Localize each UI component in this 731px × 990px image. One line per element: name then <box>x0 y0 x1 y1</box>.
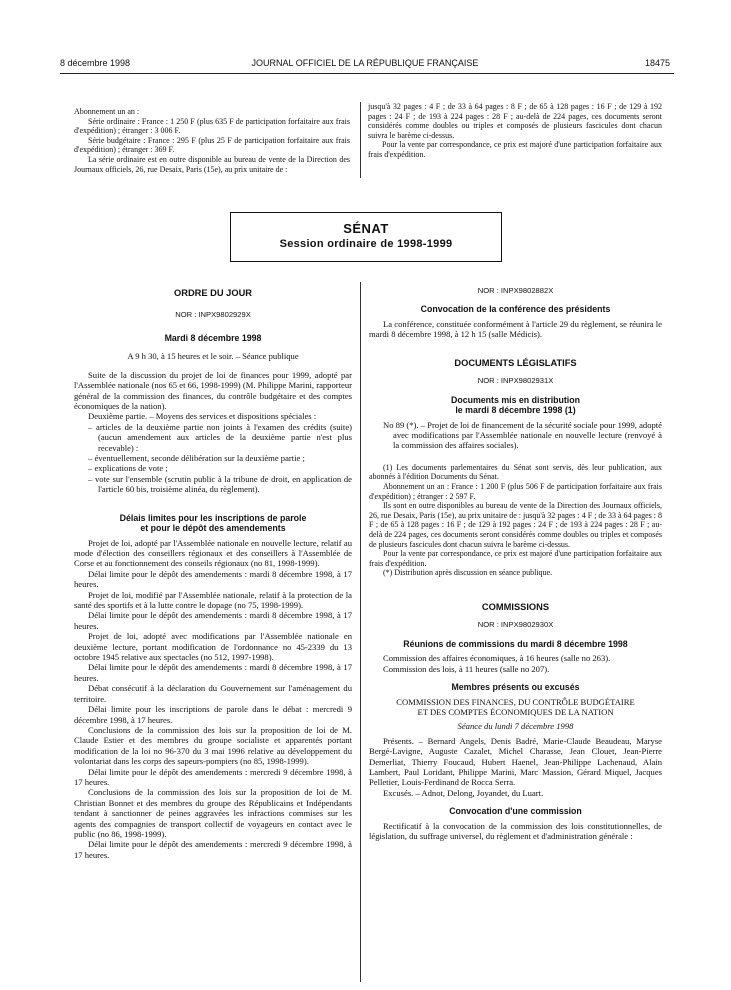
subsection-title: et pour le dépôt des amendements <box>140 523 286 534</box>
text-block: Projet de loi, adopté avec modifications par l'Assemblée nationale en deuxième lecture, portant modification de l'ordonnance no 45-2339 du 13 octobre 1945 relative aux spectacles (no 512, 1997-1998). <box>74 631 352 663</box>
right-column <box>369 286 662 841</box>
text-block: Deuxième partie. – Moyens des services et dispositions spéciales : <box>88 411 317 422</box>
banner-subtitle: Session ordinaire de 1998-1999 <box>279 238 453 250</box>
text-block: Commission des affaires économiques, à 16 heures (salle no 263). <box>383 653 611 664</box>
text-block: Délai limite pour le dépôt des amendements : mardi 8 décembre 1998, à 17 heures. <box>74 568 352 590</box>
list-item: – éventuellement, seconde délibération sur la deuxième partie ; <box>88 452 305 463</box>
text-block: La conférence, constituée conformément à l'article 29 du règlement, se réunira le mardi 8 décembre 1998, à 12 h 15 (salle Médicis). <box>369 318 662 340</box>
left-column <box>74 288 352 860</box>
header-date: 8 décembre 1998 <box>60 58 131 68</box>
subsection-title: Réunions de commissions du mardi 8 décembre 1998 <box>403 638 628 649</box>
header-rule <box>60 73 674 74</box>
text-block: Pour la vente par correspondance, ce prix est majoré d'une participation forfaitaire aux frais d'expédition. <box>368 140 662 159</box>
text-block: Excusés. – Adnot, Delong, Joyandet, du Luart. <box>383 787 544 798</box>
header-page-number: 18475 <box>644 58 670 68</box>
text-block: Délai limite pour le dépôt des amendements : mardi 8 décembre 1998, à 17 heures. <box>74 662 352 683</box>
footnote: (*) Distribution après discussion en séance publique. <box>383 568 553 578</box>
top-left-column <box>74 107 350 174</box>
sitting-date: Mardi 8 décembre 1998 <box>164 332 262 343</box>
list-item: – vote sur l'ensemble (scrutin public à la tribune de droit, en application de l'article 60 bis, troisième alinéa, du règlement). <box>88 473 352 495</box>
text-block: Débat consécutif à la déclaration du Gouvernement sur l'aménagement du territoire. <box>74 683 352 704</box>
nor-reference: NOR : INPX9802929X <box>175 310 251 320</box>
section-heading: DOCUMENTS LÉGISLATIFS <box>454 357 577 368</box>
text-block: Projet de loi, adopté par l'Assemblée nationale en nouvelle lecture, relatif au mode d'élection des conseillers régionaux et des conseillers à l'Assemblée de Corse et au fonctionnement des conseils régionaux (no 81, 1998-1999). <box>74 537 352 569</box>
text-block: Délai limite pour le dépôt des amendements : mercredi 9 décembre 1998, à 17 heures. <box>74 839 352 860</box>
commission-name: COMMISSION DES FINANCES, DU CONTRÔLE BUDGÉTAIRE <box>396 696 635 707</box>
commission-name: ET DES COMPTES ÉCONOMIQUES DE LA NATION <box>417 706 614 717</box>
page-header <box>60 58 670 72</box>
section-heading: ORDRE DU JOUR <box>174 288 252 298</box>
nor-reference: NOR : INPX9802931X <box>477 376 554 386</box>
text-block: La série ordinaire est en outre disponible au bureau de vente de la Direction des Journaux officiels, 26, rue Desaix, Paris (15e), au prix unitaire de : <box>74 154 350 174</box>
text-block: Conclusions de la commission des lois sur la proposition de loi de M. Christian Bonnet et des membres du groupe des Républicains et Indépendants tendant à sanctionner de peines aggravées les infractions commises sur les agents des compagnies de transport collectif de voyageurs en contact avec le public (no 86, 1998-1999). <box>74 787 352 839</box>
header-journal-title: JOURNAL OFFICIEL DE LA RÉPUBLIQUE FRANÇAISE <box>251 58 479 68</box>
text-block: Délai limite pour le dépôt des amendements : mercredi 9 décembre 1998, à 17 heures. <box>74 766 352 787</box>
footnote: Abonnement un an : France : 1 200 F (plus 506 F de participation forfaitaire aux frais d'expédition) ; étranger : 2 597 F. <box>369 481 662 501</box>
subsection-title: le mardi 8 décembre 1998 (1) <box>455 405 576 416</box>
seance-date: Séance du lundi 7 décembre 1998 <box>457 721 574 732</box>
subsection-title: Documents mis en distribution <box>450 394 581 405</box>
section-heading: COMMISSIONS <box>481 601 550 612</box>
text-block: Série ordinaire : France : 1 250 F (plus 635 F de participation forfaitaire aux frais d'expédition) ; étranger : 3 006 F. <box>74 116 350 136</box>
text-block: Délai limite pour les inscriptions de parole dans le débat : mercredi 9 décembre 1998, à 17 heures. <box>74 704 352 725</box>
text-block: Abonnement un an : <box>74 107 140 116</box>
text-block: Rectificatif à la convocation de la commission des lois constitutionnelles, de législation, du suffrage universel, du règlement et d'administration générale : <box>369 820 662 842</box>
footnote: Pour la vente par correspondance, ce prix est majoré d'une participation forfaitaire aux frais d'expédition. <box>369 549 662 568</box>
text-block: Commission des lois, à 11 heures (salle no 207). <box>383 663 550 674</box>
nor-reference: NOR : INPX9802930X <box>477 620 554 630</box>
list-item: – explications de vote ; <box>88 463 168 474</box>
column-divider <box>360 282 361 982</box>
subsection-title: Délais limites pour les inscriptions de parole <box>119 512 307 523</box>
text-block: Présents. – Bernard Angels, Denis Badré, Marie-Claude Beaudeau, Maryse Bergé-Lavigne, Auguste Cazalet, Michel Charasse, Jean Clouet, Jean-Pierre Demerliat, Thierry Foucaud, Hubert Haenel, Jean-Philippe Lachenaud, Alain Lambert, Paul Loridant, Philippe Marini, Marc Massion, Gérard Miquel, Jacques Pelletier, Louis-Ferdinand de Rocca Serra. <box>369 735 662 788</box>
column-divider <box>360 102 361 178</box>
list-item: No 89 (*). – Projet de loi de financement de la sécurité sociale pour 1999, adopté avec modifications par l'Assemblée nationale en nouvelle lecture (renvoyé à la commission des affaires sociales). <box>383 419 662 451</box>
footnote: Ils sont en outre disponibles au bureau de vente de la Direction des Journaux officiels, 26, rue Desaix, Paris (15e), au prix unitaire de : jusqu'à 32 pages : 4 F ; de 33 à 64 pages : 8 F ; de 65 à 128 pages : 16 F ; de 129 à 192 pages : 24 F ; de 193 à 224 pages : 28 F ; au-delà de 224 pages, ces documents seront considérés comme doubles ou triples et composés de plusieurs fascicules dont chacun suivra le barème ci-dessus. <box>369 501 662 549</box>
text-block: Série budgétaire : France : 295 F (plus 25 F de participation forfaitaire aux frais d'expédition) ; étranger : 369 F. <box>74 135 350 155</box>
text-block: Suite de la discussion du projet de loi de finances pour 1999, adopté par l'Assemblée nationale (nos 65 et 66, 1998-1999) (M. Philippe Marini, rapporteur général de la commission des finances, du contrôle budgétaire et des comptes économiques de la nation). <box>74 369 352 411</box>
subsection-title: Convocation d'une commission <box>449 806 582 817</box>
subsection-title: Convocation de la conférence des présidents <box>420 304 611 315</box>
text-block: Projet de loi, modifié par l'Assemblée nationale, relatif à la protection de la santé des sportifs et à la lutte contre le dopage (no 75, 1998-1999). <box>74 589 352 611</box>
banner-title: SÉNAT <box>343 221 389 236</box>
text-block: Conclusions de la commission des lois sur la proposition de loi de M. Claude Estier et des membres du groupe socialiste et apparentés portant modification de la loi no 96-370 du 3 mai 1996 relative au développement du volontariat dans les corps des sapeurs-pompiers (no 85, 1998-1999). <box>74 724 352 767</box>
sitting-time: A 9 h 30, à 15 heures et le soir. – Séance publique <box>127 351 299 362</box>
text-block: Délai limite pour le dépôt des amendements : mardi 8 décembre 1998, à 17 heures. <box>74 610 352 631</box>
list-item: – articles de la deuxième partie non joints à l'examen des crédits (suite) (aucun amendement aux articles de la deuxième partie n'est plus recevable) : <box>88 421 352 453</box>
footnote: (1) Les documents parlementaires du Sénat sont servis, dès leur publication, aux abonnés à l'édition Documents du Sénat. <box>369 462 662 482</box>
top-right-column <box>368 102 662 160</box>
subsection-title: Membres présents ou excusés <box>451 682 580 692</box>
senat-banner <box>230 212 502 262</box>
nor-reference: NOR : INPX9802882X <box>477 286 554 295</box>
text-block: jusqu'à 32 pages : 4 F ; de 33 à 64 pages : 8 F ; de 65 à 128 pages : 16 F ; de 129 à 192 pages : 24 F ; de 193 à 224 pages : 28 F ; au-delà de 224 pages, ces documents seront considérés comme doubles ou triples et composés de plusieurs fascicules dont chacun suivra le barème ci-dessus. <box>368 102 662 140</box>
